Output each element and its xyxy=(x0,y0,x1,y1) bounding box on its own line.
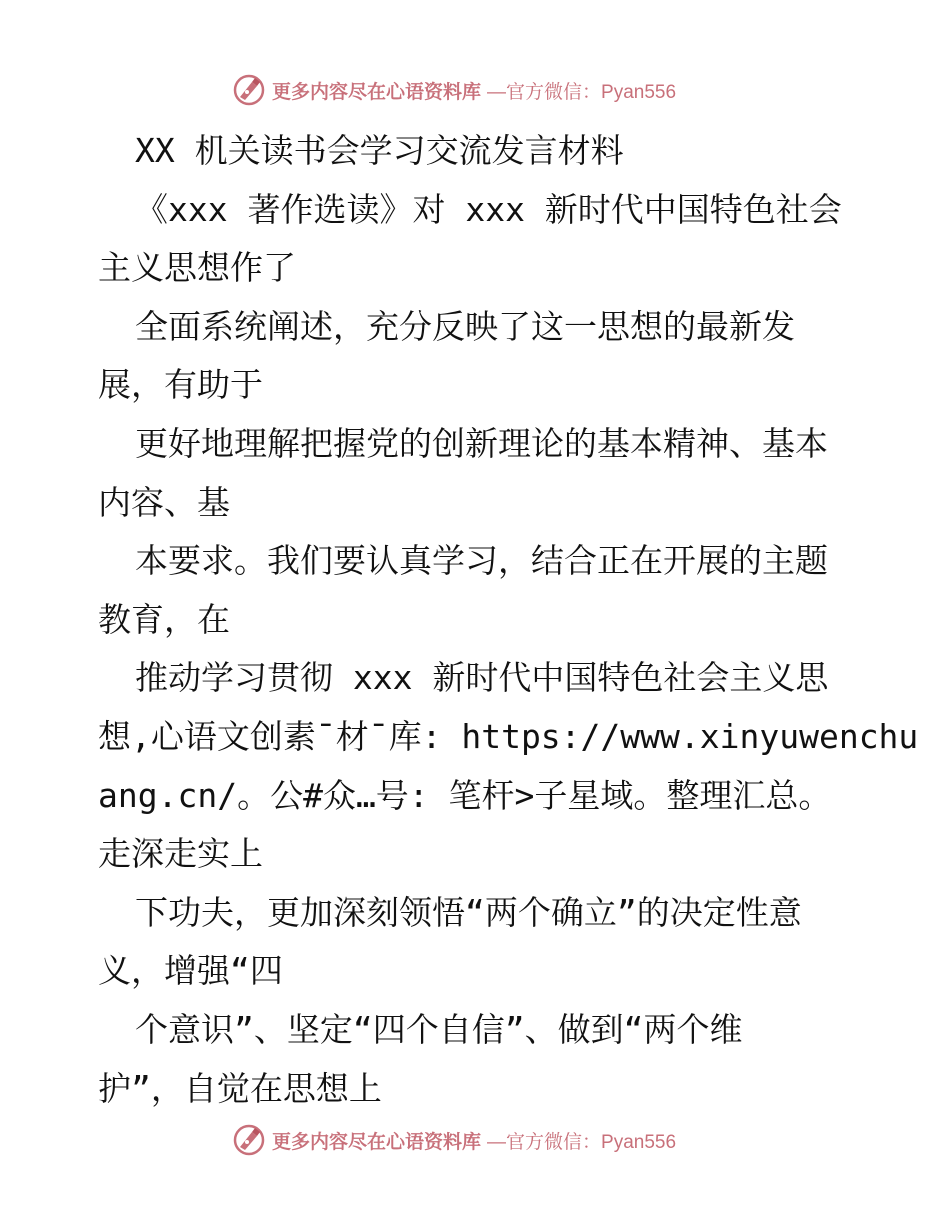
text-line: ang.cn/。公#众…号: 笔杆>子星域。整理汇总。 xyxy=(98,775,832,815)
document-body xyxy=(98,122,919,1118)
text-line: 本要求。我们要认真学习，结合正在开展的主题 xyxy=(135,541,828,581)
text-line: 下功夫，更加深刻领悟“两个确立”的决定性意 xyxy=(135,892,802,932)
text-line: 《xxx 著作选读》对 xxx 新时代中国特色社会 xyxy=(135,189,842,229)
banner-contact-text: —官方微信：Pyan556 xyxy=(487,1131,677,1153)
banner-main-text: 更多内容尽在心语资料库 xyxy=(272,80,482,103)
banner-main-text: 更多内容尽在心语资料库 xyxy=(272,1130,482,1153)
pen-nib-circle-icon xyxy=(232,1123,266,1157)
text-line: 主义思想作了 xyxy=(98,248,296,288)
text-line: 走深走实上 xyxy=(98,834,263,874)
text-line: 推动学习贯彻 xxx 新时代中国特色社会主义思 xyxy=(135,658,829,698)
text-line: 全面系统阐述，充分反映了这一思想的最新发 xyxy=(135,306,795,346)
footer-banner xyxy=(232,1120,676,1160)
document-title: XX 机关读书会学习交流发言材料 xyxy=(135,131,624,170)
text-line: 更好地理解把握党的创新理论的基本精神、基本 xyxy=(135,423,828,463)
text-line: 护”，自觉在思想上 xyxy=(98,1068,382,1108)
header-banner xyxy=(232,70,676,110)
text-line: 个意识”、坚定“四个自信”、做到“两个维 xyxy=(135,1009,743,1049)
text-line: 展，有助于 xyxy=(98,365,263,405)
text-line: 教育，在 xyxy=(98,599,230,639)
pen-nib-circle-icon xyxy=(232,73,266,107)
text-line: 义，增强“四 xyxy=(98,951,283,991)
banner-contact-text: —官方微信：Pyan556 xyxy=(487,81,677,103)
text-line: 想,心语文创素¯材¯库: https://www.xinyuwenchu xyxy=(98,716,919,756)
text-line: 内容、基 xyxy=(98,482,230,522)
